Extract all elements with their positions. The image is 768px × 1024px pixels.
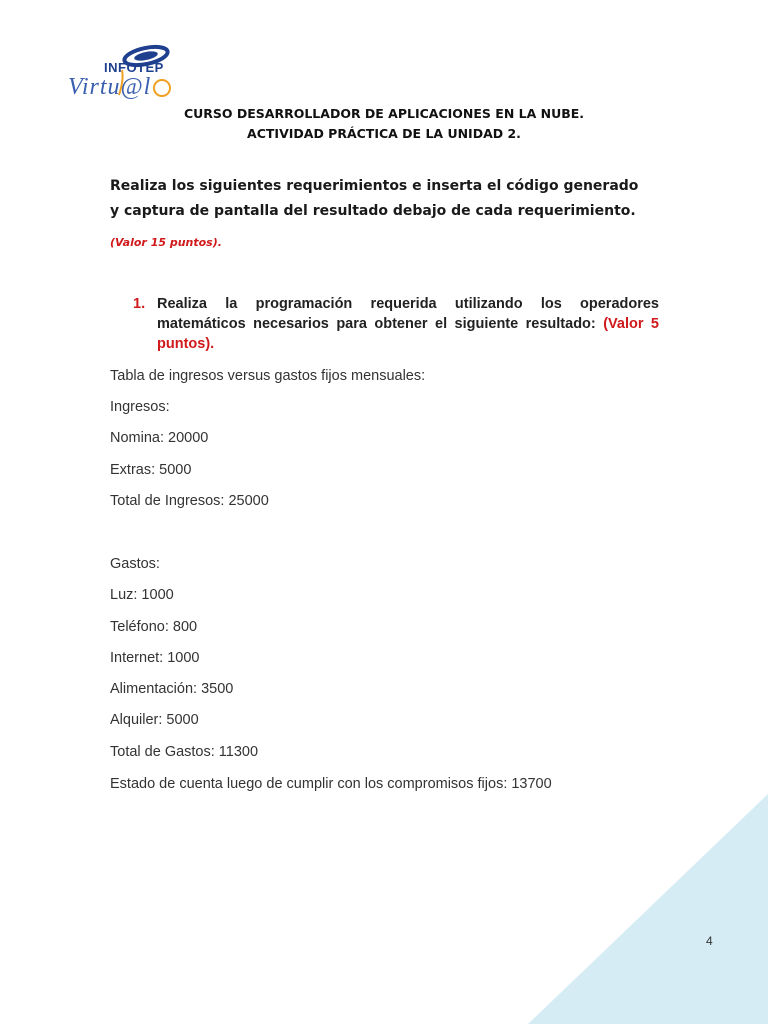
requirement-text: Realiza la programación requerida utilizando los operadores matemáticos necesarios para obtener el siguiente resultado: xyxy=(157,296,659,332)
course-title: CURSO DESARROLLADOR DE APLICACIONES EN LA NUBE. xyxy=(183,106,585,121)
activity-title: ACTIVIDAD PRÁCTICA DE LA UNIDAD 2. xyxy=(247,126,521,141)
table-title: Tabla de ingresos versus gastos fijos mensuales: xyxy=(110,368,426,384)
gastos-label: Gastos: xyxy=(110,556,160,572)
requirement-number: 1. xyxy=(133,296,146,312)
telefono-line: Teléfono: 800 xyxy=(110,619,198,635)
page-number: 4 xyxy=(706,934,713,948)
infotep-virtual-logo xyxy=(64,40,184,104)
total-points-label: (Valor 15 puntos). xyxy=(110,236,222,249)
estado-cuenta-line: Estado de cuenta luego de cumplir con los compromisos fijos: 13700 xyxy=(110,776,552,792)
alimentacion-line: Alimentación: 3500 xyxy=(110,681,234,697)
nomina-line: Nomina: 20000 xyxy=(110,430,209,446)
logo-subtitle: Virtu@l xyxy=(68,74,152,100)
total-gastos-line: Total de Gastos: 11300 xyxy=(110,744,259,760)
total-ingresos-line: Total de Ingresos: 25000 xyxy=(110,493,269,509)
luz-line: Luz: 1000 xyxy=(110,587,174,603)
logo-title: INFOTEP xyxy=(104,60,164,75)
requirement-1 xyxy=(133,294,659,354)
internet-line: Internet: 1000 xyxy=(110,650,200,666)
decorative-corner-triangle xyxy=(508,794,768,1024)
alquiler-line: Alquiler: 5000 xyxy=(110,712,199,728)
requirement-points: (Valor 5 puntos). xyxy=(157,316,659,352)
course-header xyxy=(0,104,768,144)
ingresos-label: Ingresos: xyxy=(110,399,170,415)
extras-line: Extras: 5000 xyxy=(110,462,192,478)
instructions-paragraph: Realiza los siguientes requerimientos e inserta el código generado y captura de pantalla del resultado debajo de cada requerimiento. xyxy=(110,178,639,219)
